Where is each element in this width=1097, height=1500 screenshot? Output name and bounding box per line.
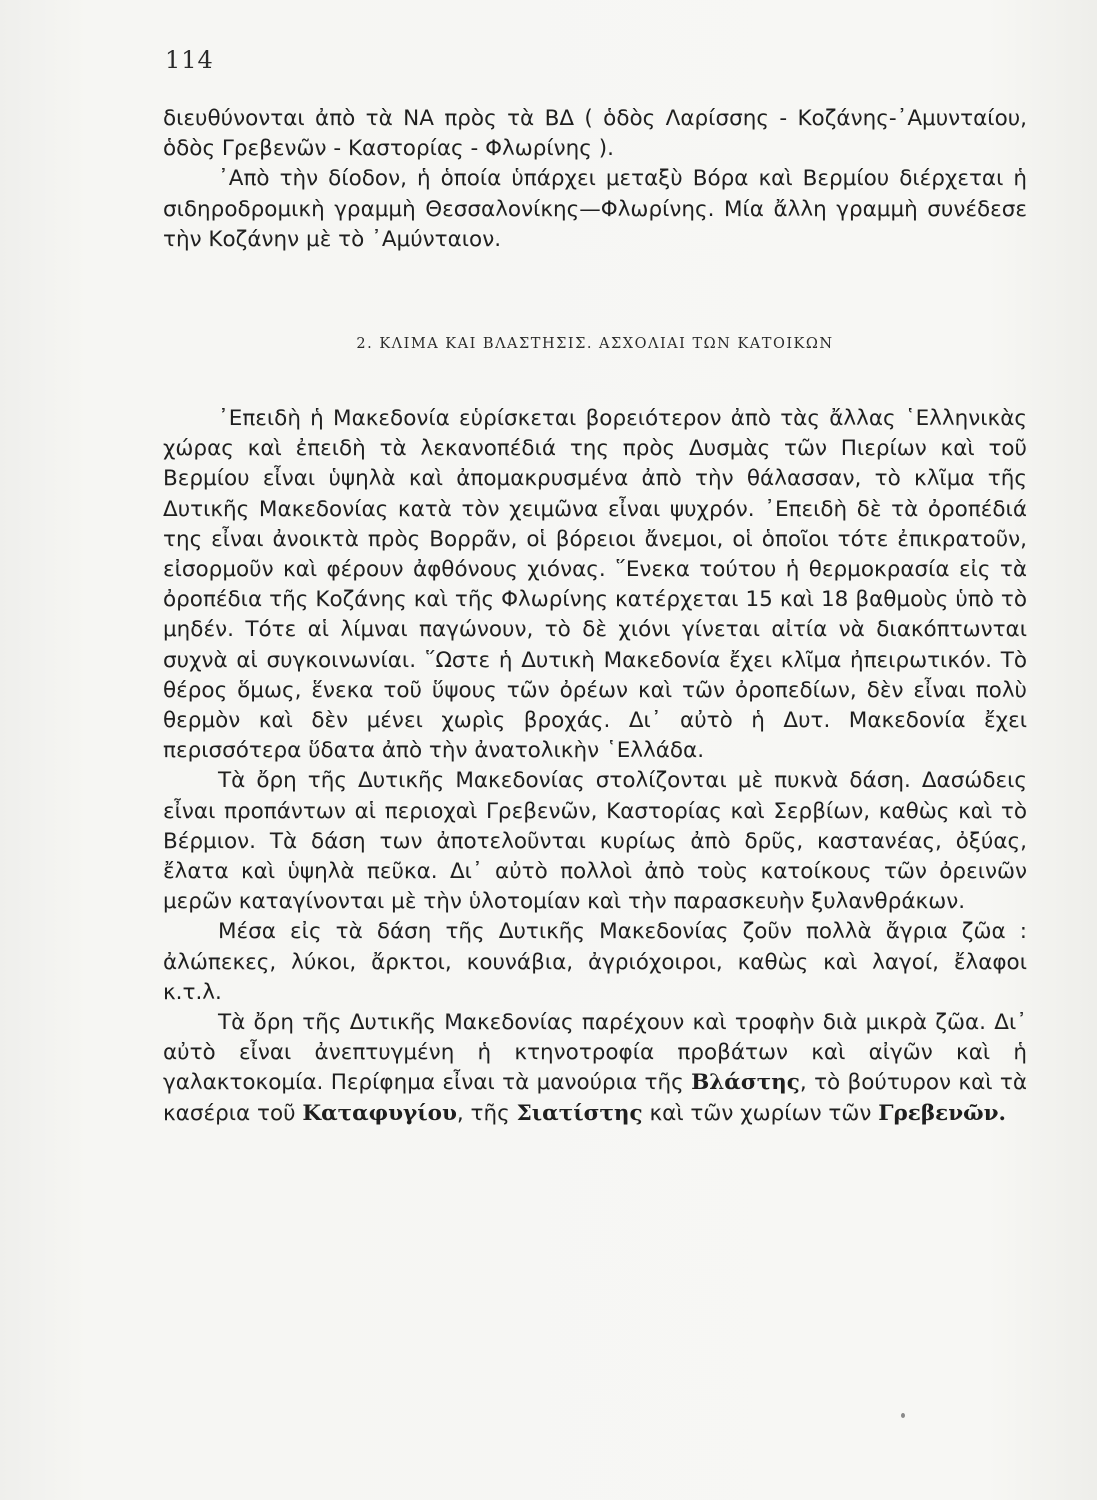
livestock-text-2: , τὸ βούτυρον καὶ τὰ κασέρια τοῦ <box>163 1070 1028 1126</box>
intro-block <box>163 104 1027 255</box>
intro-paragraph-railway: ᾿Απὸ τὴν δίοδον, ἡ ὁποία ὑπάρχει μεταξὺ Βόρα καὶ Βερμίου διέρχεται ἡ σιδηροδρομικὴ γραμμὴ Θεσσαλονίκης—Φλωρίνης. Μία ἄλλη γραμμὴ συνέδεσε τὴν Κοζάνην μὲ τὸ ᾿Αμύνταιον. <box>163 166 1027 252</box>
place-name-katafygio: Καταφυγίου <box>302 1100 457 1126</box>
section-heading: 2. ΚΛΙΜΑ ΚΑΙ ΒΛΑΣΤΗΣΙΣ. ΑΣΧΟΛΙΑΙ ΤΩΝ ΚΑΤΟΙΚΩΝ <box>356 336 834 352</box>
livestock-text-1: Τὰ ὄρη τῆς Δυτικῆς Μακεδονίας παρέχουν καὶ τροφὴν διὰ μικρὰ ζῶα. Δι᾿ αὐτὸ εἶναι ἀνεπτυγμένη ἡ κτηνοτροφία προβάτων καὶ αἰγῶν καὶ ἡ γαλακτοκομία. Περίφημα εἶναι τὰ μανούρια τῆς <box>163 1010 1027 1096</box>
place-name-vlasti: Βλάστης <box>691 1070 800 1096</box>
intro-paragraph-continued: διευθύνονται ἀπὸ τὰ ΝΑ πρὸς τὰ ΒΔ ( ὁδὸς Λαρίσσης - Κοζάνης-᾿Αμυνταίου, ὁδὸς Γρεβενῶν - Καστορίας - Φλωρίνης ). <box>163 106 1027 162</box>
paragraph-climate: ᾿Επειδὴ ἡ Μακεδονία εὑρίσκεται βορειότερον ἀπὸ τὰς ἄλλας ῾Ελληνικὰς χώρας καὶ ἐπειδὴ τὰ λεκανοπέδιά της πρὸς Δυσμὰς τῶν Πιερίων καὶ τοῦ Βερμίου εἶναι ὑψηλὰ καὶ ἀπομακρυσμένα ἀπὸ τὴν θάλασσαν, τὸ κλῖμα τῆς Δυτικῆς Μακεδονίας κατὰ τὸν χειμῶνα εἶναι ψυχρόν. ᾿Επειδὴ δὲ τὰ ὀροπέδιά της εἶναι ἀνοικτὰ πρὸς Βορρᾶν, οἱ βόρειοι ἄνεμοι, οἱ ὁποῖοι τότε ἐπικρατοῦν, εἰσορμοῦν καὶ φέρουν ἀφθόνους χιόνας. ῞Ενεκα τούτου ἡ θερμοκρασία εἰς τὰ ὀροπέδια τῆς Κοζάνης καὶ τῆς Φλωρίνης κατέρχεται 15 καὶ 18 βαθμοὺς ὑπὸ τὸ μηδέν. Τότε αἱ λίμναι παγώνουν, τὸ δὲ χιόνι γίνεται αἰτία νὰ διακόπτωνται συχνὰ αἱ συγκοινωνίαι. ῞Ωστε ἡ Δυτικὴ Μακεδονία ἔχει κλῖμα ἠπειρωτικόν. Τὸ θέρος ὅμως, ἕνεκα τοῦ ὕψους τῶν ὀρέων καὶ τῶν ὀροπεδίων, δὲν εἶναι πολὺ θερμὸν καὶ δὲν μένει χωρὶς βροχάς. Δι᾿ αὐτὸ ἡ Δυτ. Μακεδονία ἔχει περισσότερα ὕδατα ἀπὸ τὴν ἀνατολικὴν ῾Ελλάδα. <box>163 406 1027 764</box>
main-text-block <box>163 404 1027 1129</box>
paragraph-livestock <box>163 1008 1027 1129</box>
place-name-grevena: Γρεβενῶν <box>878 1100 999 1126</box>
livestock-text-3: , τῆς <box>456 1100 517 1126</box>
place-name-siatista: Σιατίστης <box>516 1100 643 1126</box>
scan-speck <box>901 1413 905 1418</box>
page-number: 114 <box>165 46 214 74</box>
livestock-text-4: καὶ τῶν χωρίων τῶν <box>642 1100 879 1126</box>
paragraph-wild-animals: Μέσα εἰς τὰ δάση τῆς Δυτικῆς Μακεδονίας ζοῦν πολλὰ ἄγρια ζῶα : ἀλώπεκες, λύκοι, ἄρκτοι, κουνάβια, ἀγριόχοιροι, καθὼς καὶ λαγοί, ἔλαφοι κ.τ.λ. <box>163 919 1027 1005</box>
paragraph-forests: Τὰ ὄρη τῆς Δυτικῆς Μακεδονίας στολίζονται μὲ πυκνὰ δάση. Δασώδεις εἶναι προπάντων αἱ περιοχαὶ Γρεβενῶν, Καστορίας καὶ Σερβίων, καθὼς καὶ τὸ Βέρμιον. Τὰ δάση των ἀποτελοῦνται κυρίως ἀπὸ δρῦς, καστανέας, ὀξύας, ἔλατα καὶ ὑψηλὰ πεῦκα. Δι᾿ αὐτὸ πολλοὶ ἀπὸ τοὺς κατοίκους τῶν ὀρεινῶν μερῶν καταγίνονται μὲ τὴν ὑλοτομίαν καὶ τὴν παρασκευὴν ξυλανθράκων. <box>163 768 1027 915</box>
final-period: . <box>998 1100 1007 1126</box>
